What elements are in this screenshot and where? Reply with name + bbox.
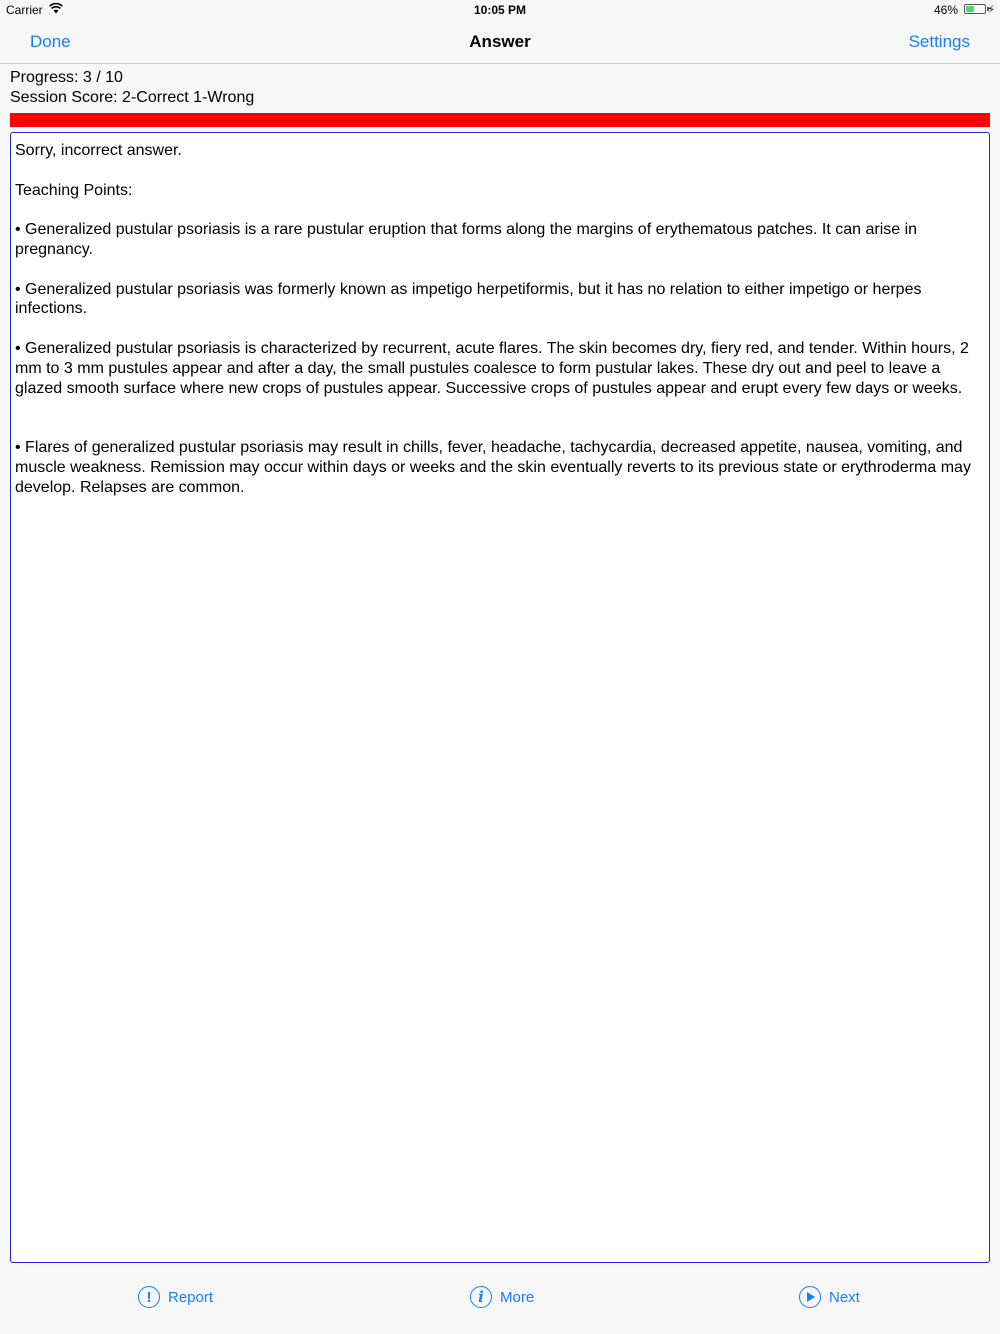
result-indicator-bar [10,113,990,127]
page-title: Answer [469,32,531,51]
status-bar [0,0,1000,20]
report-label: Report [168,1288,214,1306]
navigation-bar [0,20,1000,64]
more-label: More [500,1288,535,1306]
session-info [10,68,254,108]
battery-icon [964,4,986,14]
next-label: Next [829,1288,860,1306]
teaching-point: • Generalized pustular psoriasis is characterized by recurrent, acute flares. The skin becomes dry, fiery red, and tender. Within hours, 2 mm to 3 mm pustules appear and after a day, the small pustules coalesce to form pustular lakes. These dry out and peel to leave a glazed smooth surface where new crops of pustules appear. Successive crops of pustules appear and erupt every few days or weeks. [15,339,969,397]
carrier-label: Carrier [6,3,43,17]
teaching-point: • Generalized pustular psoriasis was formerly known as impetigo herpetiformis, but it has no relation to either impetigo or herpes infections. [15,280,922,318]
teaching-points-heading: Teaching Points: [15,181,133,199]
teaching-point: • Flares of generalized pustular psoriasis may result in chills, fever, headache, tachycardia, decreased appetite, nausea, vomiting, and muscle weakness. Remission may occur within days or weeks and the skin eventually reverts to its previous state or erythroderma may develop. Relapses are common. [15,438,971,496]
play-circle-icon [799,1286,821,1308]
progress-text: Progress: 3 / 10 [10,69,123,86]
next-button[interactable] [799,1284,860,1310]
session-score-text: Session Score: 2-Correct 1-Wrong [10,89,255,106]
charging-bolt-icon: ⚡ [987,4,995,16]
more-button[interactable] [470,1284,534,1310]
battery-percent: 46% [933,3,958,17]
settings-button[interactable]: Settings [908,32,970,51]
bottom-toolbar [0,1270,1000,1334]
report-button[interactable] [138,1284,213,1310]
status-time: 10:05 PM [473,3,527,17]
exclamation-circle-icon: ! [138,1286,160,1308]
done-button[interactable]: Done [30,32,71,51]
answer-text-view[interactable] [10,132,990,1263]
result-message: Sorry, incorrect answer. [15,142,182,159]
info-circle-icon: i [470,1286,492,1308]
teaching-point: • Generalized pustular psoriasis is a rare pustular eruption that forms along the margins of erythematous patches. It can arise in pregnancy. [15,221,918,258]
